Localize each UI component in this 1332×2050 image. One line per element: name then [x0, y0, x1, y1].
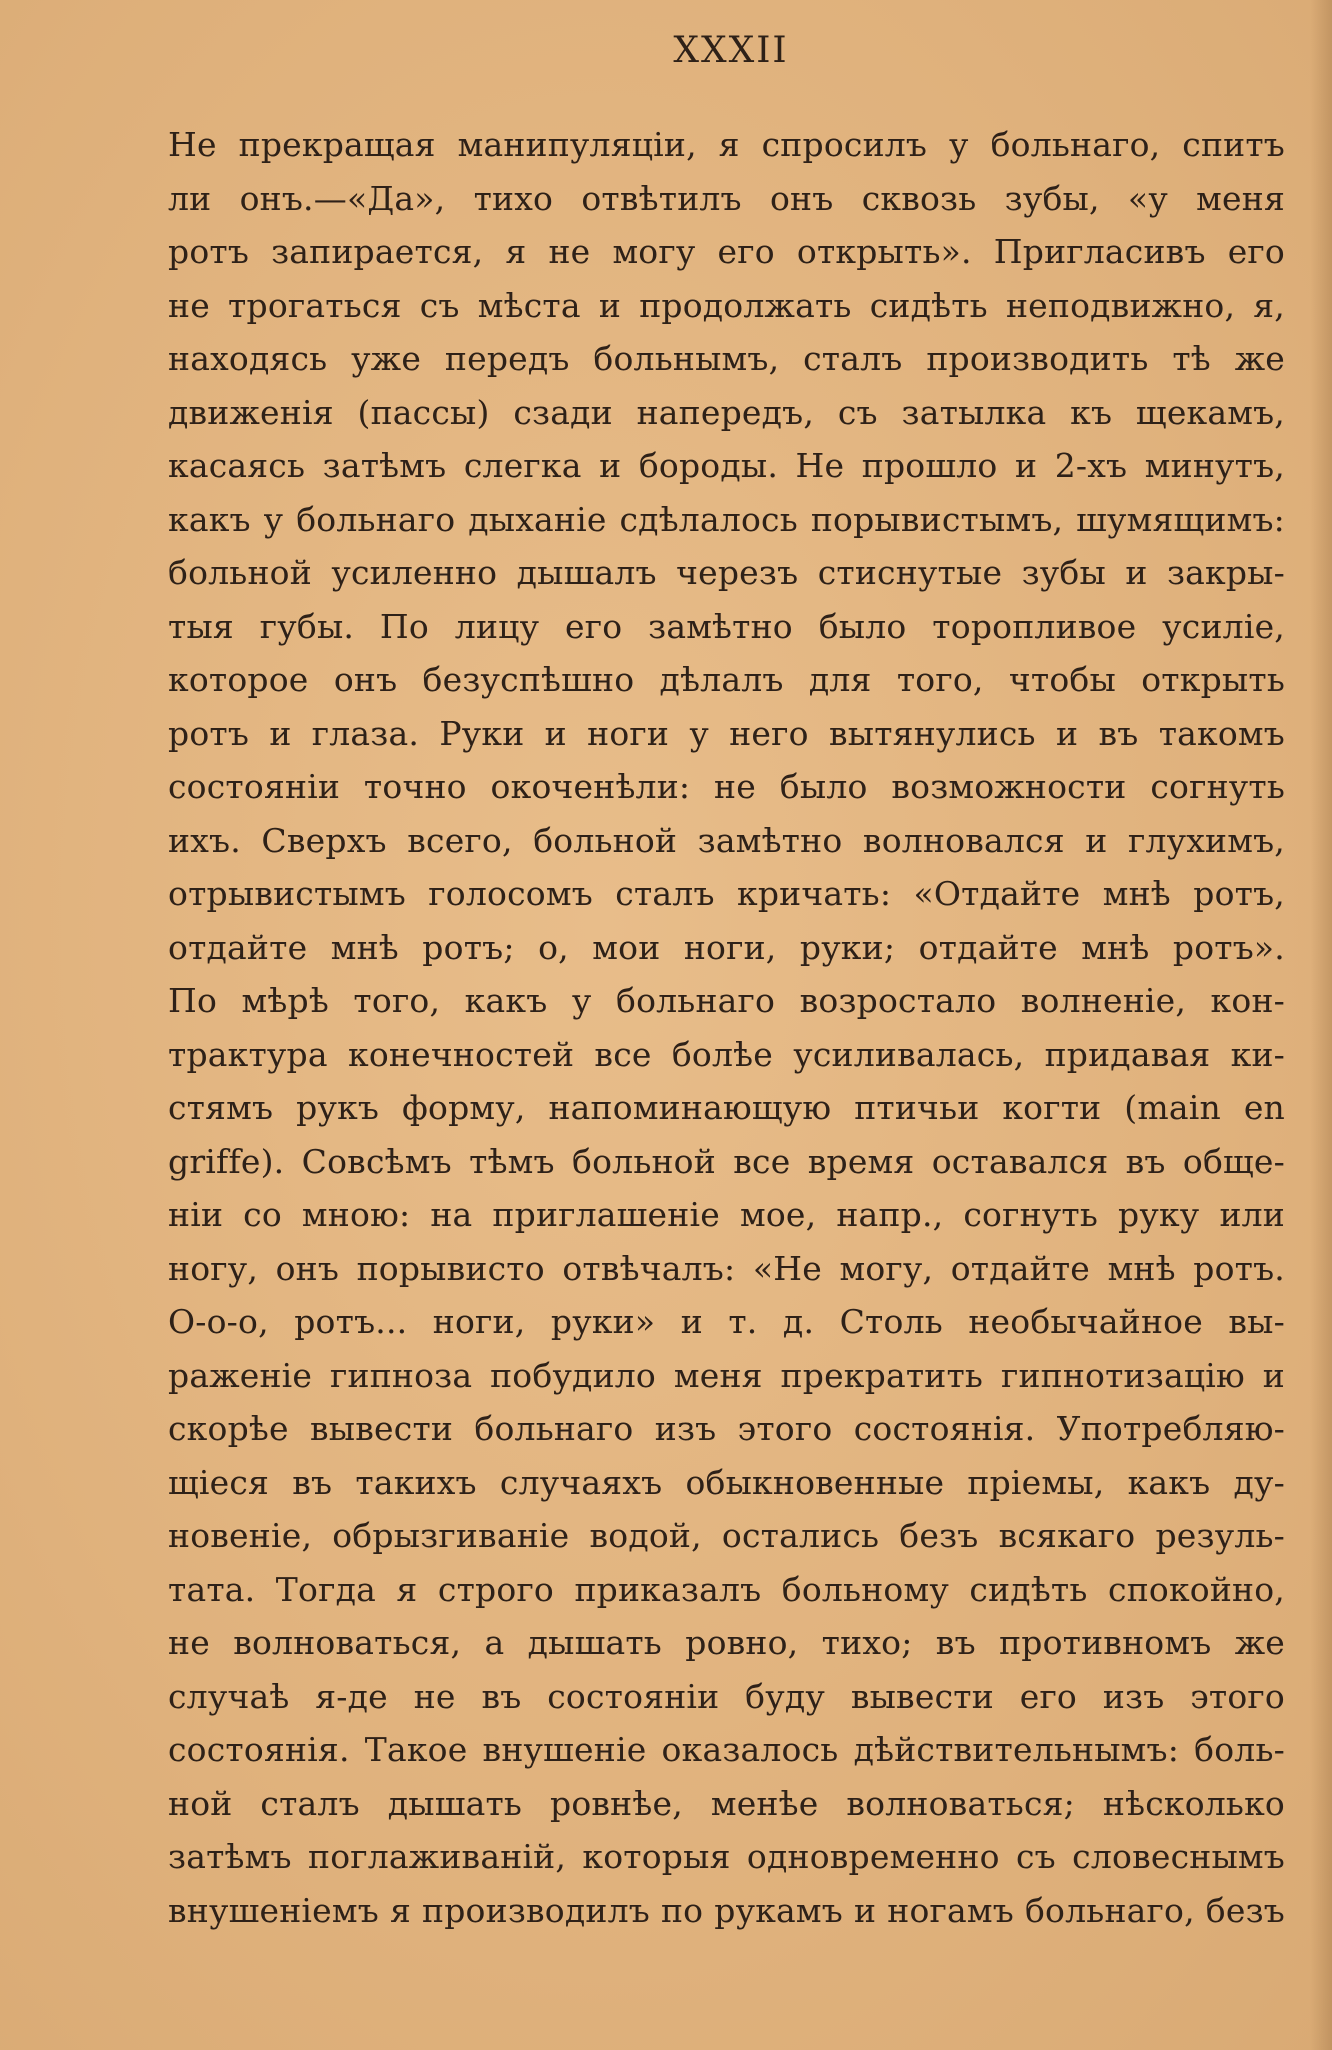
text-line: ногу, онъ порывисто отвѣчалъ: «Не могу, отдайте мнѣ ротъ. [168, 1248, 1285, 1288]
text-line: ротъ и глаза. Руки и ноги у него вытянулись и въ такомъ [168, 713, 1285, 753]
text-line: состояніи точно окоченѣли: не было возможности согнуть [168, 767, 1285, 806]
text-line: новеніе, обрызгиваніе водой, остались безъ всякаго резуль- [168, 1516, 1285, 1555]
text-line: случаѣ я-де не въ состояніи буду вывести его изъ этого [168, 1676, 1285, 1716]
text-line: отдайте мнѣ ротъ; о, мои ноги, руки; отдайте мнѣ ротъ». [168, 927, 1285, 967]
text-line: больной усиленно дышалъ черезъ стиснутые зубы и закры- [168, 553, 1285, 592]
text-line: стямъ рукъ форму, напоминающую птичьи когти (main en [168, 1088, 1285, 1127]
text-line: Не прекращая манипуляціи, я спросилъ у больнаго, спитъ [168, 125, 1285, 164]
text-line: отрывистымъ голосомъ сталъ кричать: «Отдайте мнѣ ротъ, [168, 874, 1285, 913]
text-line: ной сталъ дышать ровнѣе, менѣе волноваться; нѣсколько [168, 1783, 1285, 1823]
text-line: какъ у больнаго дыханіе сдѣлалось порывистымъ, шумящимъ: [168, 499, 1285, 539]
text-line: ли онъ.—«Да», тихо отвѣтилъ онъ сквозь зубы, «у меня [168, 178, 1285, 218]
text-line: По мѣрѣ того, какъ у больнаго возростало волненіе, кон- [168, 981, 1285, 1020]
body-text [168, 118, 1285, 1937]
text-line: ротъ запирается, я не могу его открыть». Пригласивъ его [168, 232, 1285, 271]
text-line: внушеніемъ я производилъ по рукамъ и ногамъ больнаго, безъ [168, 1890, 1285, 1930]
text-line: состоянія. Такое внушеніе оказалось дѣйствительнымъ: боль- [168, 1730, 1285, 1769]
text-line: которое онъ безуспѣшно дѣлалъ для того, чтобы открыть [168, 660, 1285, 699]
text-line: трактура конечностей все болѣе усиливалась, придавая ки- [168, 1034, 1285, 1074]
text-line: затѣмъ поглаживаній, которыя одновременно съ словеснымъ [168, 1837, 1285, 1876]
text-line: находясь уже передъ больнымъ, сталъ производить тѣ же [168, 339, 1285, 378]
text-line: касаясь затѣмъ слегка и бороды. Не прошло и 2-хъ минутъ, [168, 446, 1285, 485]
text-line: не волноваться, а дышать ровно, тихо; въ противномъ же [168, 1623, 1285, 1662]
text-line: тыя губы. По лицу его замѣтно было торопливое усиліе, [168, 606, 1285, 646]
text-line: раженіе гипноза побудило меня прекратить гипнотизацію и [168, 1355, 1285, 1395]
text-line: тата. Тогда я строго приказалъ больному сидѣть спокойно, [168, 1569, 1285, 1609]
text-line: ихъ. Сверхъ всего, больной замѣтно волновался и глухимъ, [168, 820, 1285, 860]
text-line: ніи со мною: на приглашеніе мое, напр., согнуть руку или [168, 1195, 1285, 1234]
text-line: griffe). Совсѣмъ тѣмъ больной все время оставался въ обще- [168, 1141, 1285, 1181]
text-line: щіеся въ такихъ случаяхъ обыкновенные пріемы, какъ ду- [168, 1462, 1285, 1502]
text-line: скорѣе вывести больнаго изъ этого состоянія. Употребляю- [168, 1409, 1285, 1448]
page-number: XXXII [673, 30, 789, 71]
text-line: не трогаться съ мѣста и продолжать сидѣть неподвижно, я, [168, 285, 1285, 325]
text-line: О-о-о, ротъ... ноги, руки» и т. д. Столь необычайное вы- [168, 1302, 1285, 1341]
text-line: движенія (пассы) сзади напередъ, съ затылка къ щекамъ, [168, 392, 1285, 432]
page-edge-shadow [1310, 0, 1332, 2050]
